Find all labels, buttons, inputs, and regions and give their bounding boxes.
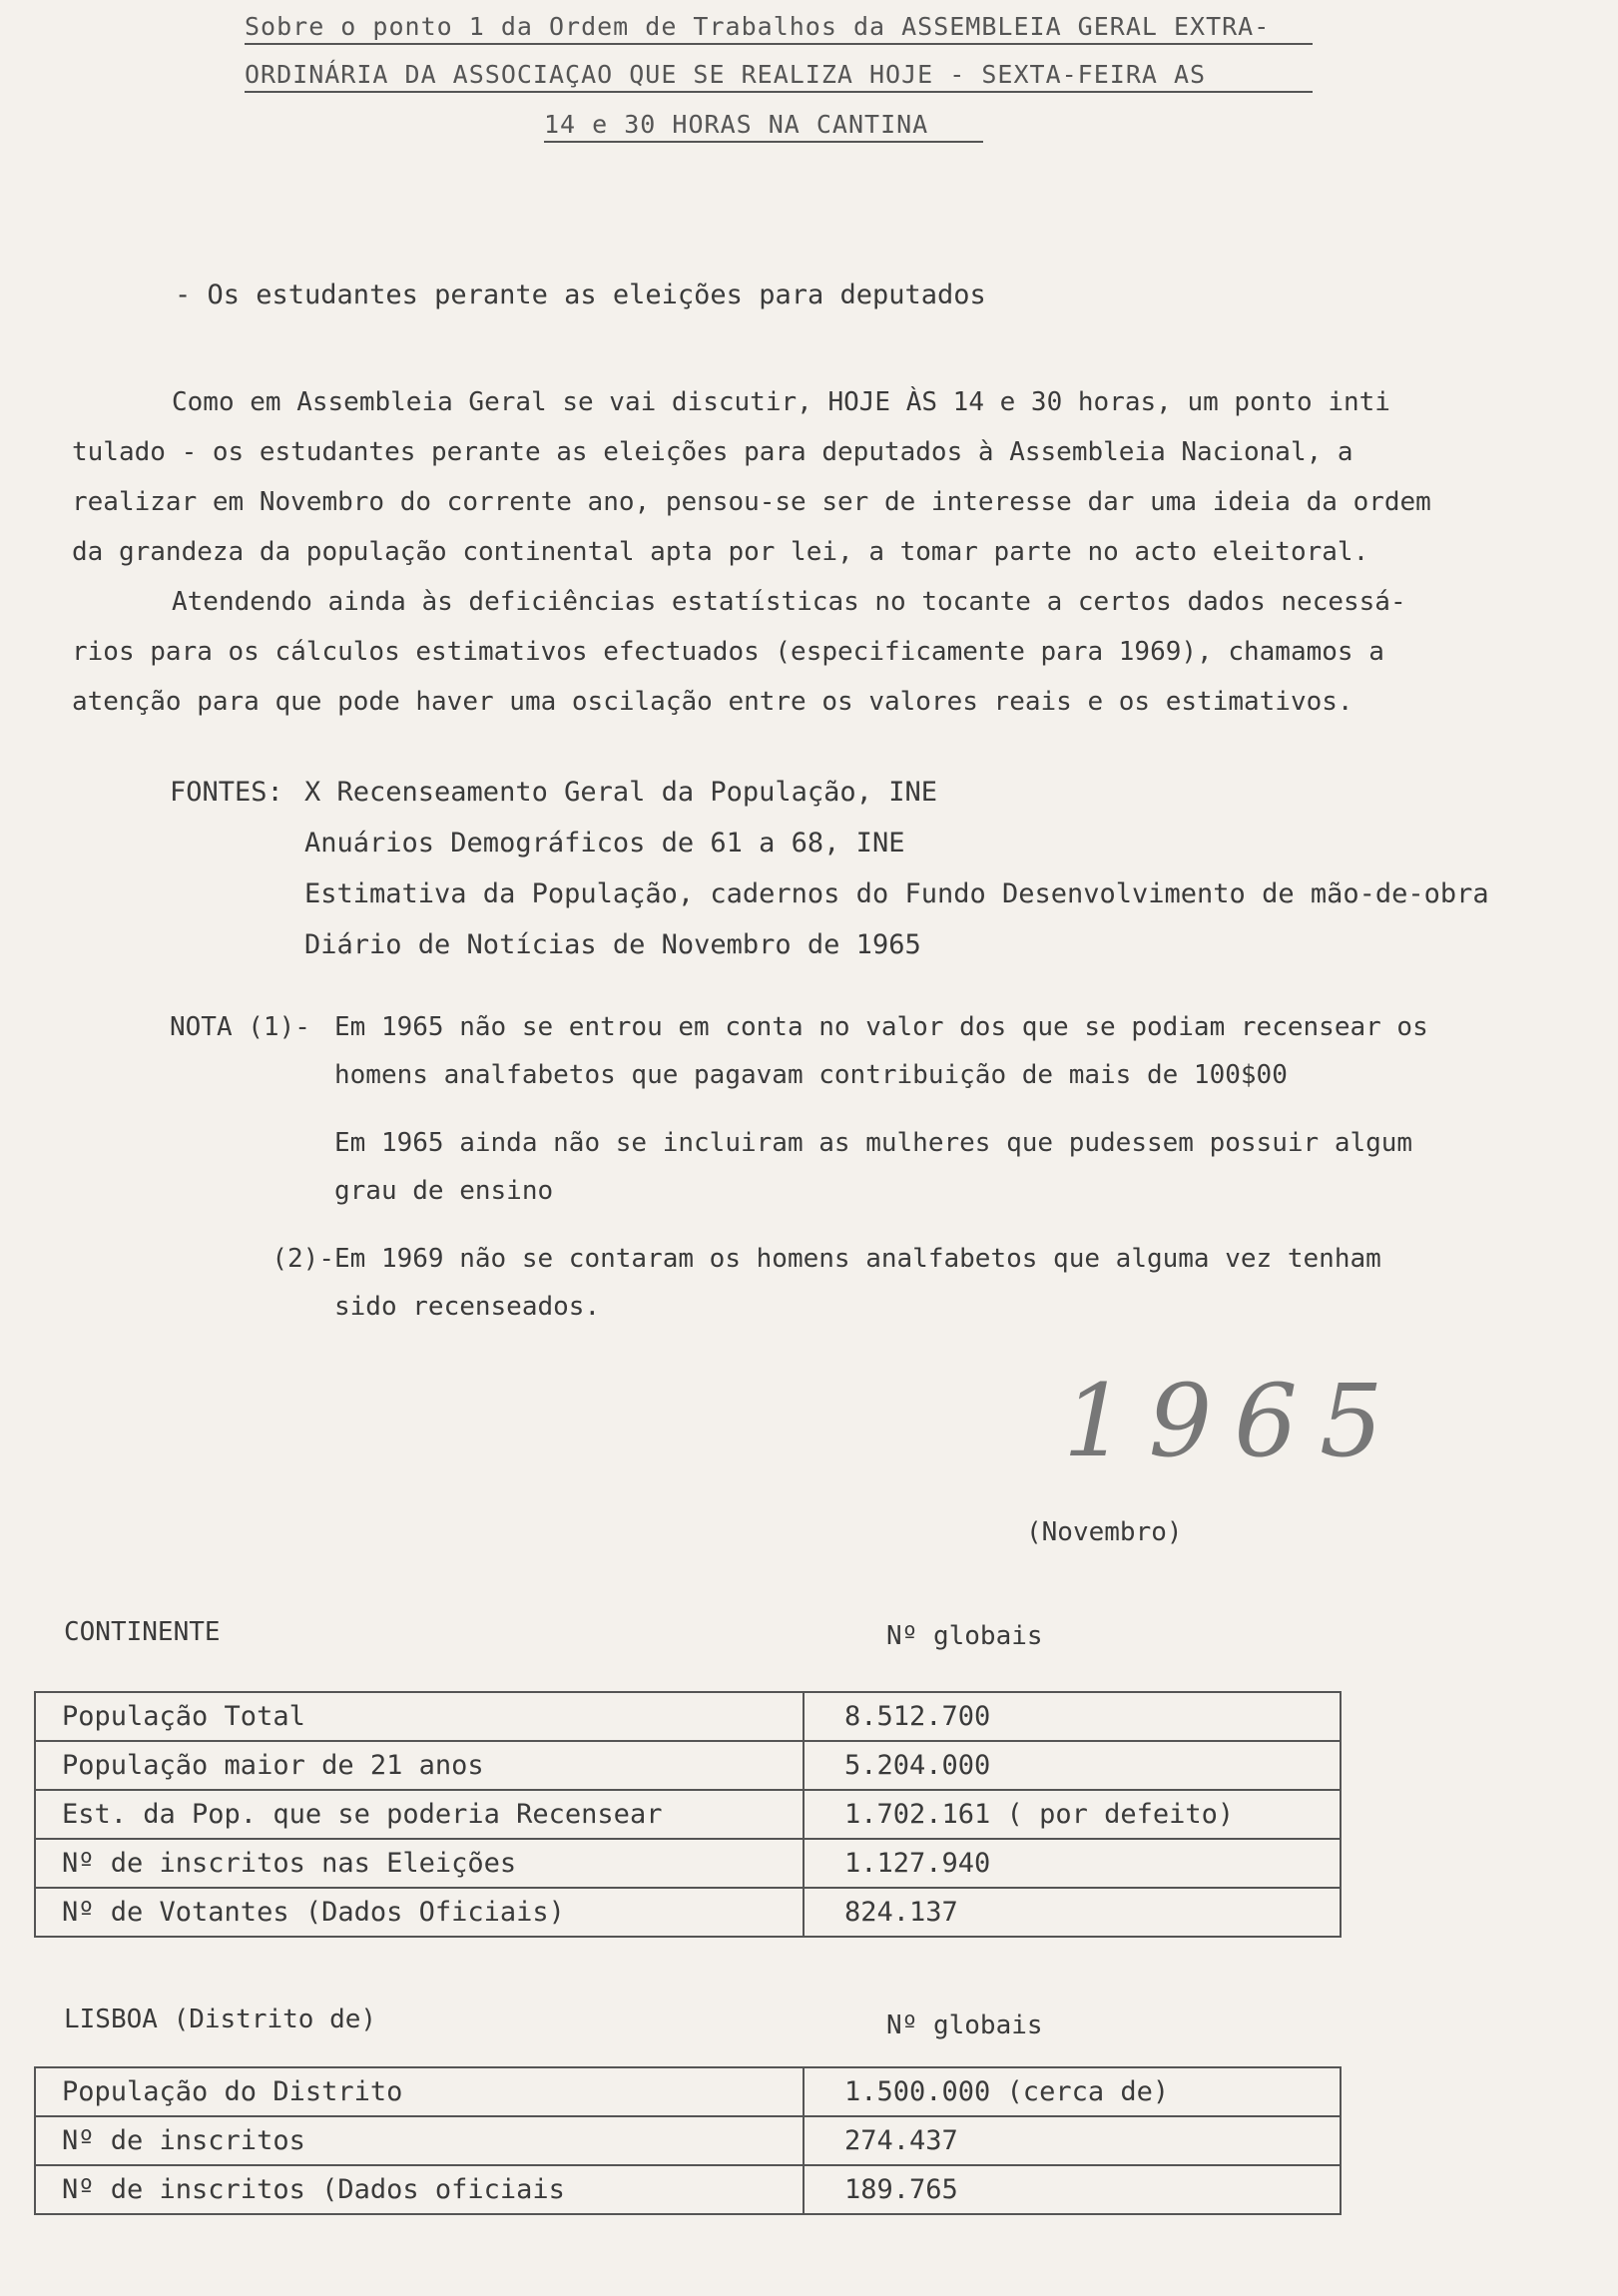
row-value: 824.137 [804,1888,1341,1937]
source-item: X Recenseamento Geral da População, INE [304,777,937,808]
section-subtitle: - Os estudantes perante as eleições para deputados [175,280,986,310]
row-value: 274.437 [804,2116,1341,2165]
row-label: População Total [35,1692,804,1741]
paragraph-2 [72,577,1549,727]
note-text: sido recenseados. [334,1292,601,1322]
note-text: Em 1965 ainda não se incluiram as mulheres que pudessem possuir algum [334,1128,1413,1158]
table-row [35,1790,1341,1839]
header-line-1: Sobre o ponto 1 da Ordem de Trabalhos da ASSEMBLEIA GERAL EXTRA- [245,12,1313,45]
row-label: Nº de inscritos (Dados oficiais [35,2165,804,2214]
paragraph-line: rios para os cálculos estimativos efectuados (especificamente para 1969), chamamos a [72,637,1384,667]
paragraph-line: atenção para que pode haver uma oscilação entre os valores reais e os estimativos. [72,687,1353,717]
paragraph-line: Como em Assembleia Geral se vai discutir, HOJE ÀS 14 e 30 horas, um ponto inti [172,387,1390,417]
table-row [35,1888,1341,1937]
continente-title: CONTINENTE [64,1617,221,1647]
sources-label: FONTES: [170,777,283,808]
table-row [35,1692,1341,1741]
month-label: (Novembro) [1026,1517,1183,1547]
row-value: 1.500.000 (cerca de) [804,2067,1341,2116]
note-text: Em 1969 não se contaram os homens analfabetos que alguma vez tenham [334,1244,1381,1274]
row-label: População maior de 21 anos [35,1741,804,1790]
lisboa-col-header: Nº globais [886,2010,1043,2040]
row-value: 8.512.700 [804,1692,1341,1741]
table-row [35,2067,1341,2116]
table-row [35,1741,1341,1790]
row-value: 5.204.000 [804,1741,1341,1790]
header-line-2: ORDINÁRIA DA ASSOCIAÇAO QUE SE REALIZA HOJE - SEXTA-FEIRA AS [245,60,1313,93]
row-label: Nº de Votantes (Dados Oficiais) [35,1888,804,1937]
row-label: Nº de inscritos [35,2116,804,2165]
source-item: Estimativa da População, cadernos do Fundo Desenvolvimento de mão-de-obra [304,878,1489,909]
row-label: População do Distrito [35,2067,804,2116]
row-value: 1.127.940 [804,1839,1341,1888]
note-1-label: NOTA (1)- [170,1012,310,1042]
table-row [35,2165,1341,2214]
continente-table [34,1691,1342,1938]
table-row [35,2116,1341,2165]
handwritten-year: 1965 [1063,1363,1405,1479]
source-item: Diário de Notícias de Novembro de 1965 [304,929,921,960]
paragraph-line: tulado - os estudantes perante as eleições para deputados à Assembleia Nacional, a [72,437,1353,467]
paragraph-line: Atendendo ainda às deficiências estatísticas no tocante a certos dados necessá- [172,587,1406,617]
note-text: grau de ensino [334,1176,554,1206]
paragraph-1 [72,377,1549,577]
note-text: homens analfabetos que pagavam contribuição de mais de 100$00 [334,1060,1288,1090]
notes-block [170,1003,1428,1331]
sources-block [170,767,1489,970]
lisboa-table [34,2066,1342,2215]
table-row [35,1839,1341,1888]
lisboa-title: LISBOA (Distrito de) [64,2005,377,2034]
continente-col-header: Nº globais [886,1621,1043,1651]
paragraph-line: realizar em Novembro do corrente ano, pensou-se ser de interesse dar uma ideia da ordem [72,487,1431,517]
row-value: 189.765 [804,2165,1341,2214]
note-text: Em 1965 não se entrou em conta no valor dos que se podiam recensear os [334,1012,1428,1042]
paragraph-line: da grandeza da população continental apta por lei, a tomar parte no acto eleitoral. [72,537,1369,567]
row-label: Nº de inscritos nas Eleições [35,1839,804,1888]
note-2-label: (2)- [271,1244,334,1274]
row-value: 1.702.161 ( por defeito) [804,1790,1341,1839]
row-label: Est. da Pop. que se poderia Recensear [35,1790,804,1839]
source-item: Anuários Demográficos de 61 a 68, INE [304,828,905,859]
header-line-3: 14 e 30 HORAS NA CANTINA [544,110,983,143]
